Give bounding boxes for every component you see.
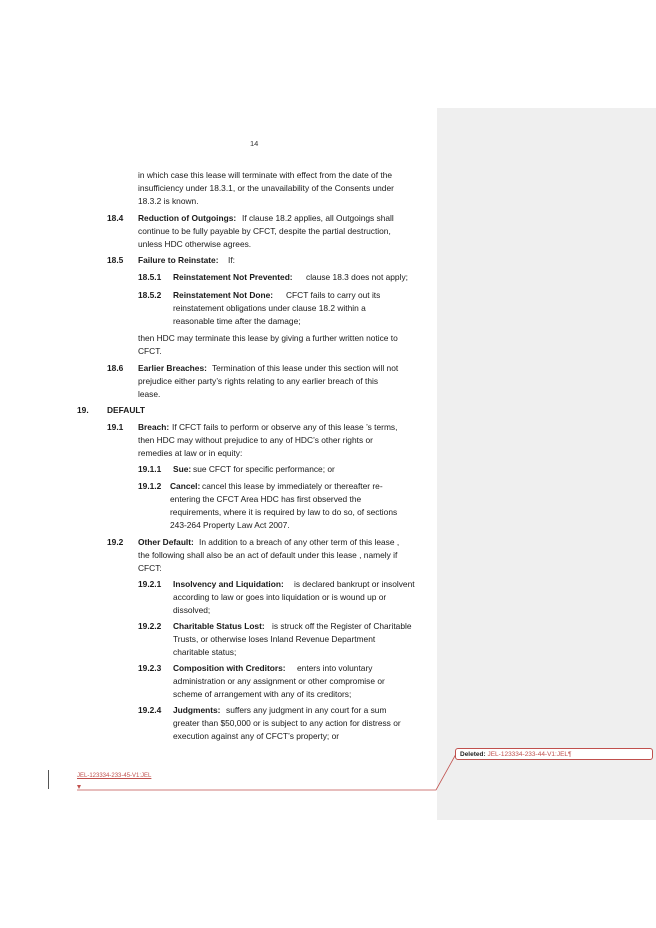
text-line: is declared bankrupt or insolvent [294,579,415,589]
clause-heading: Breach: [138,422,170,432]
text-line: CFCT fails to carry out its [286,290,381,300]
subclause-number: 19.1.2 [138,481,162,491]
text-line: according to law or goes into liquidation or is wound up or [173,592,387,602]
section-number: 19. [77,405,89,415]
deleted-revision-balloon[interactable] [455,748,653,760]
clause-heading: Earlier Breaches: [138,363,207,373]
text-line: CFCT. [138,346,162,356]
clause-heading: Composition with Creditors: [173,663,286,673]
text-line: cancel this lease by immediately or thereafter re- [202,481,383,491]
change-bar [48,770,49,789]
text-line: remedies at law or in equity: [138,448,243,458]
text-line: sue CFCT for specific performance; or [193,464,335,474]
text-line: entering the CFCT Area HDC has first observed the [170,494,362,504]
clause-heading: Charitable Status Lost: [173,621,265,631]
revision-text: JEL-123334-233-44-V1:JEL¶ [487,751,572,758]
subclause-number: 19.2.4 [138,705,162,715]
text-line: Termination of this lease under this section will not [212,363,399,373]
clause-heading: Other Default: [138,537,194,547]
text-line: clause 18.3 does not apply; [306,272,408,282]
clause-heading: Cancel: [170,481,201,491]
text-line: In addition to a breach of any other term of this lease , [199,537,400,547]
section-heading: DEFAULT [107,405,145,415]
text-line: then HDC may terminate this lease by giving a further written notice to [138,333,398,343]
text-line: scheme of arrangement with any of its creditors; [173,689,352,699]
text-line: reasonable time after the damage; [173,316,301,326]
text-line: dissolved; [173,605,211,615]
clause-number: 19.2 [107,537,124,547]
clause-heading: Reinstatement Not Done: [173,290,274,300]
text-line: greater than $50,000 or is subject to any action for distress or [173,718,401,728]
footer-document-ref: JEL-123334-233-45-V1:JEL [77,773,152,779]
clause-number: 18.5 [107,255,124,265]
text-line: insufficiency under 18.3.1, or the unavailability of the Consents under [138,183,394,193]
text-line: If clause 18.2 applies, all Outgoings shall [242,213,394,223]
subclause-number: 19.2.2 [138,621,162,631]
text-line: charitable status; [173,647,237,657]
clause-heading: Reinstatement Not Prevented: [173,272,293,282]
clause-heading: Insolvency and Liquidation: [173,579,284,589]
text-line: then HDC may without prejudice to any of HDC’s other rights or [138,435,373,445]
clause-heading: Sue: [173,464,192,474]
text-line: is struck off the Register of Charitable [272,621,412,631]
text-line: 18.3.2 is known. [138,196,199,206]
text-line: suffers any judgment in any court for a sum [226,705,387,715]
subclause-number: 18.5.1 [138,272,162,282]
text-line: If CFCT fails to perform or observe any of this lease ’s terms, [172,422,398,432]
text-line: CFCT: [138,563,162,573]
text-line: Trusts, or otherwise loses Inland Revenue Department [173,634,376,644]
text-line: 243-264 Property Law Act 2007. [170,520,290,530]
page-number: 14 [250,139,259,148]
subclause-number: 19.2.3 [138,663,162,673]
text-line: prejudice either party’s rights relating to any earlier breach of this [138,376,379,386]
subclause-number: 18.5.2 [138,290,162,300]
clause-heading: Judgments: [173,705,221,715]
text-line: the following shall also be an act of default under this lease , namely if [138,550,398,560]
clause-heading: Reduction of Outgoings: [138,213,237,223]
comment-margin-pane [437,108,656,820]
revision-marker-icon [77,785,81,789]
text-line: requirements, where it is required by law to do so, of sections [170,507,398,517]
text-line: If: [228,255,235,265]
text-line: enters into voluntary [297,663,373,673]
clause-number: 18.4 [107,213,124,223]
text-line: reinstatement obligations under clause 18.2 within a [173,303,366,313]
clause-number: 19.1 [107,422,124,432]
text-line: in which case this lease will terminate with effect from the date of the [138,170,393,180]
text-line: execution against any of CFCT’s property; or [173,731,340,741]
text-line: lease. [138,389,161,399]
subclause-number: 19.1.1 [138,464,162,474]
clause-heading: Failure to Reinstate: [138,255,219,265]
text-line: administration or any assignment or other compromise or [173,676,385,686]
text-line: unless HDC otherwise agrees. [138,239,252,249]
clause-number: 18.6 [107,363,124,373]
text-line: continue to be fully payable by CFCT, despite the partial destruction, [138,226,391,236]
revision-label: Deleted: [460,751,486,758]
subclause-number: 19.2.1 [138,579,162,589]
